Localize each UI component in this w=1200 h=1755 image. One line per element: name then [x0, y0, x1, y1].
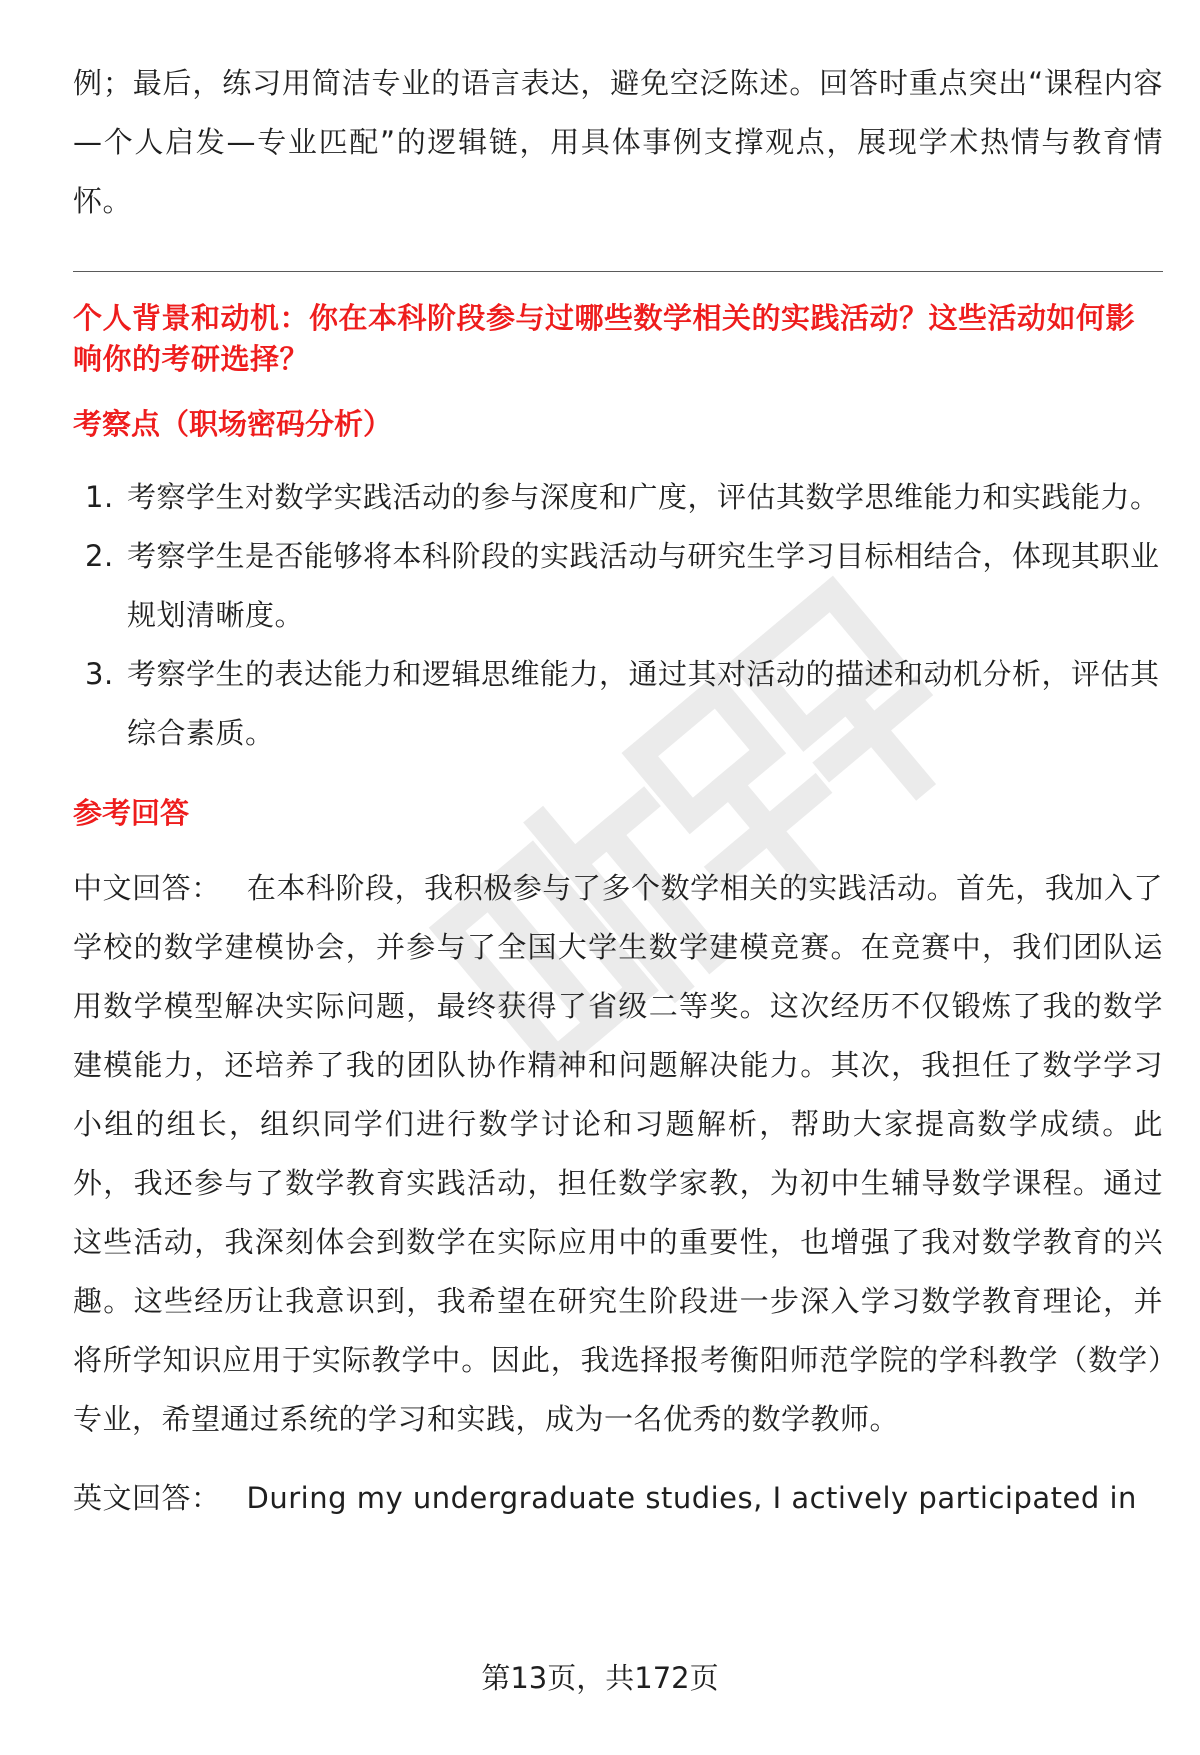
list-item-number: 3. [85, 657, 114, 691]
list-item-text: 考察学生对数学实践活动的参与深度和广度，评估其数学思维能力和实践能力。 [127, 480, 1160, 514]
reference-heading: 参考回答 [73, 796, 190, 830]
chinese-answer [73, 859, 1163, 1449]
assessment-heading: 考察点（职场密码分析） [73, 407, 393, 441]
chinese-answer-label: 中文回答： [73, 871, 221, 905]
list-item [73, 645, 1163, 763]
list-item-number: 1. [85, 480, 114, 514]
main-content [73, 54, 1163, 1528]
list-item-number: 2. [85, 539, 114, 573]
list-item [73, 468, 1163, 527]
chinese-answer-text: 在本科阶段，我积极参与了多个数学相关的实践活动。首先，我加入了学校的数学建模协会，并参与了全国大学生数学建模竞赛。在竞赛中，我们团队运用数学模型解决实际问题，最终获得了省级二等奖。这次经历不仅锻炼了我的数学建模能力，还培养了我的团队协作精神和问题解决能力。其次，我担任了数学学习小组的组长，组织同学们进行数学讨论和习题解析，帮助大家提高数学成绩。此外，我还参与了数学教育实践活动，担任数学家教，为初中生辅导数学课程。通过这些活动，我深刻体会到数学在实际应用中的重要性，也增强了我对数学教育的兴趣。这些经历让我意识到，我希望在研究生阶段进一步深入学习数学教育理论，并将所学知识应用于实际教学中。因此，我选择报考衡阳师范学院的学科教学（数学）专业，希望通过系统的学习和实践，成为一名优秀的数学教师。 [73, 871, 1163, 1436]
english-answer [73, 1469, 1163, 1528]
list-item [73, 527, 1163, 645]
section-divider [73, 271, 1163, 272]
list-item-text: 考察学生的表达能力和逻辑思维能力，通过其对活动的描述和动机分析，评估其综合素质。 [127, 657, 1160, 750]
assessment-list [73, 468, 1163, 763]
page-footer: 第13页，共172页 [481, 1661, 719, 1695]
list-item-text: 考察学生是否能够将本科阶段的实践活动与研究生学习目标相结合，体现其职业规划清晰度。 [127, 539, 1160, 632]
intro-paragraph: 例；最后，练习用简洁专业的语言表达，避免空泛陈述。回答时重点突出“课程内容—个人启发—专业匹配”的逻辑链，用具体事例支撑观点，展现学术热情与教育情怀。 [73, 66, 1163, 218]
english-answer-label: 英文回答： [73, 1481, 221, 1515]
question-heading: 个人背景和动机：你在本科阶段参与过哪些数学相关的实践活动？这些活动如何影响你的考研选择？ [73, 301, 1136, 376]
english-answer-text: During my undergraduate studies, I actively participated in [246, 1481, 1137, 1515]
